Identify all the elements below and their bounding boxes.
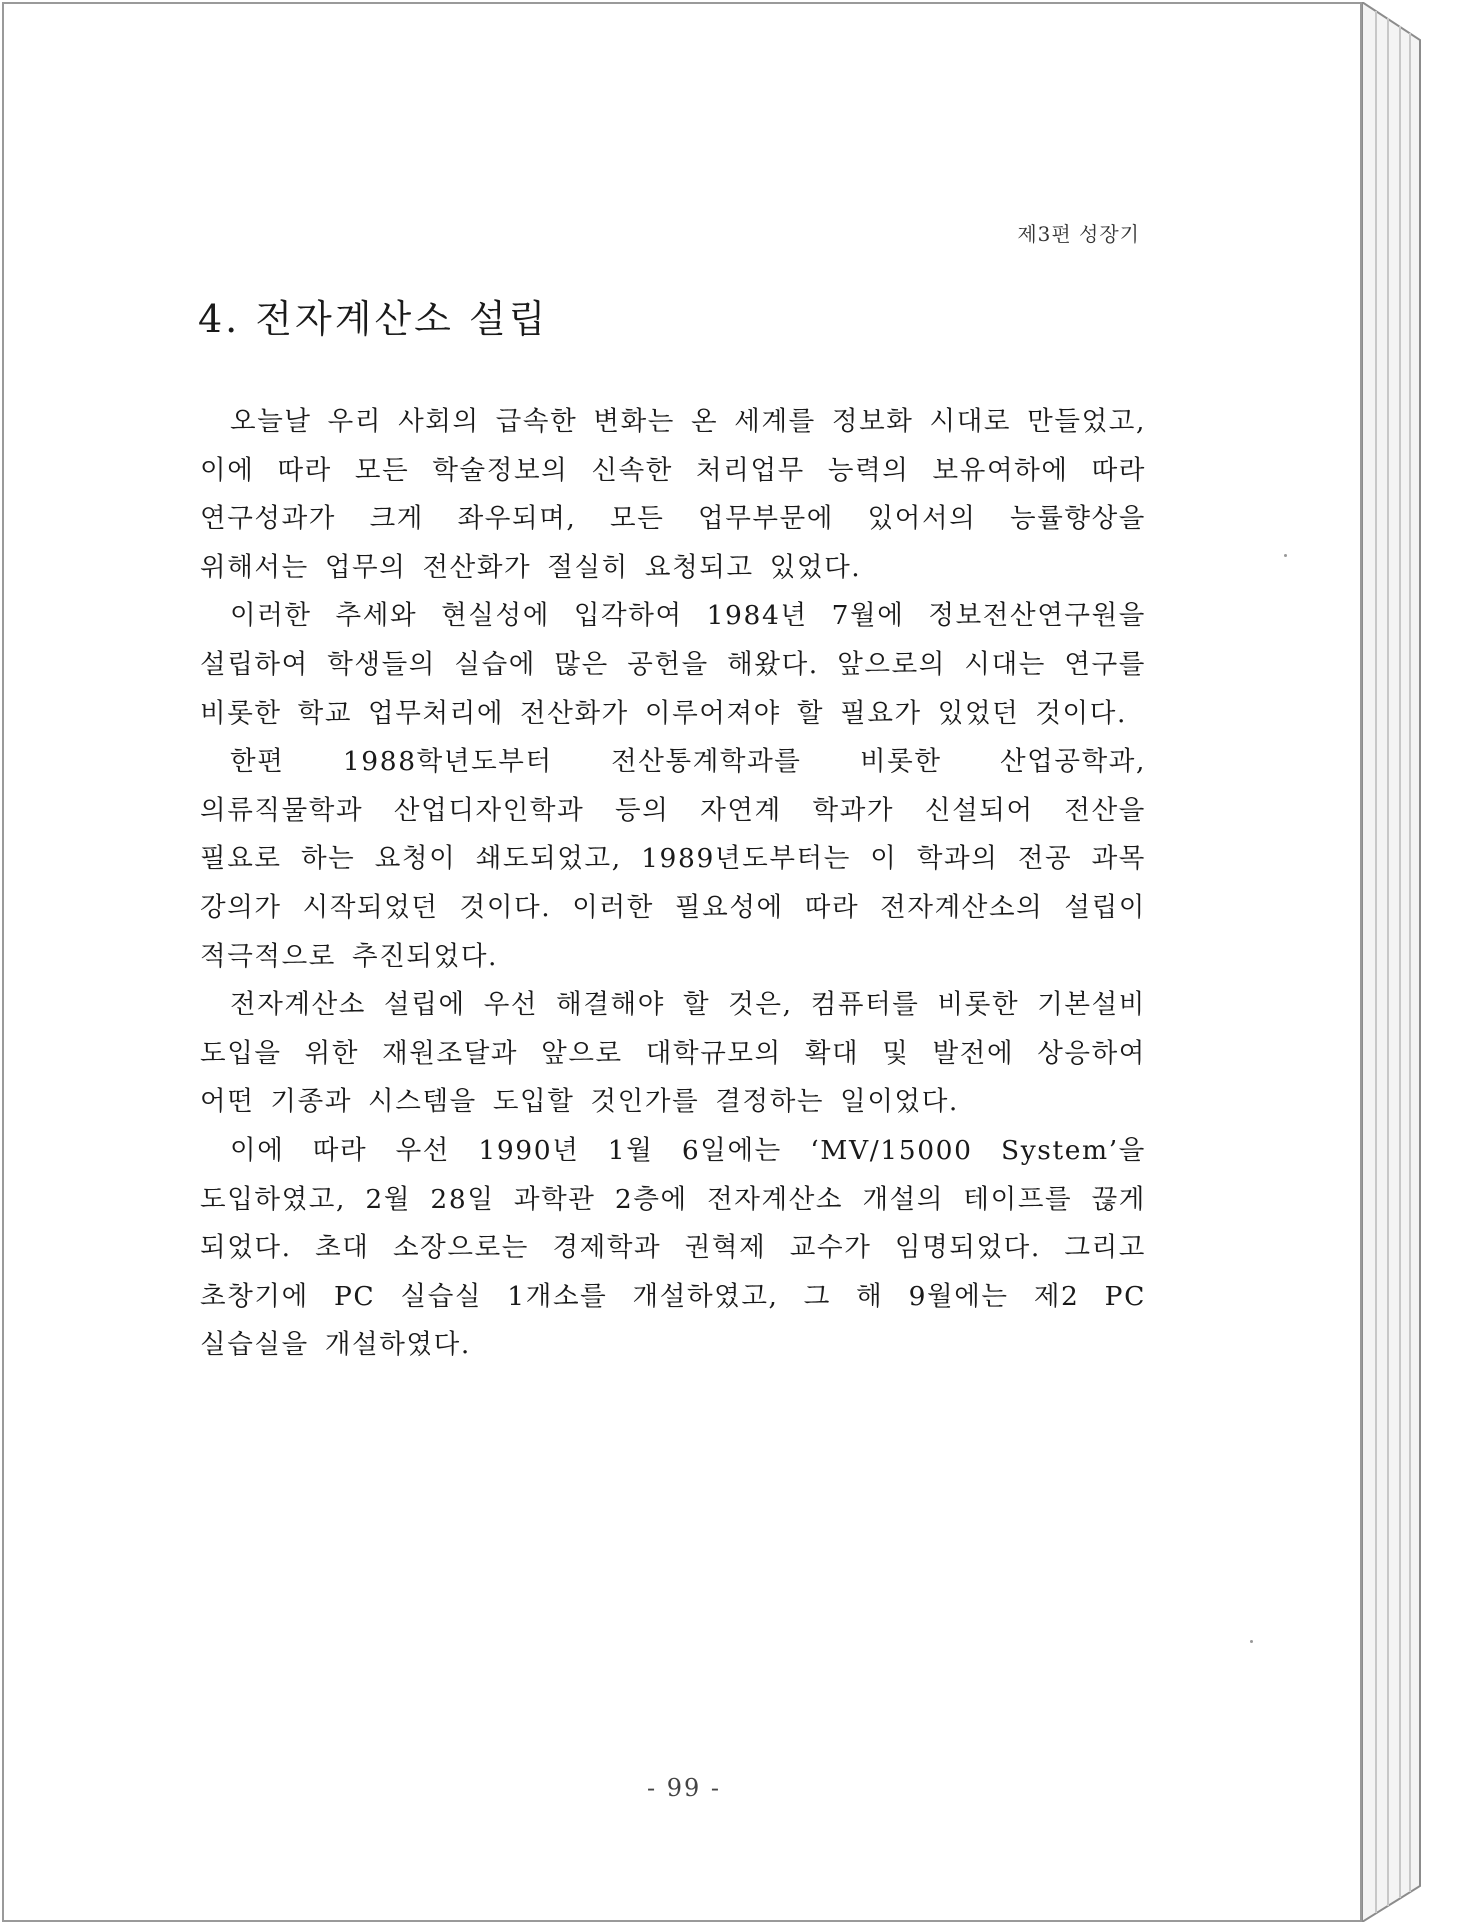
paragraph: 이러한 추세와 현실성에 입각하여 1984년 7월에 정보전산연구원을 설립하여 학생들의 실습에 많은 공헌을 해왔다. 앞으로의 시대는 연구를 비롯한 학교 업무처리에 전산화가 이루어져야 할 필요가 있었던 것이다.: [200, 600, 1146, 729]
scan-speck: [1250, 1640, 1253, 1643]
page-stack-edge: [1362, 2, 1434, 1922]
scan-speck: [1284, 554, 1287, 557]
paragraph: 이에 따라 우선 1990년 1월 6일에는 ‘MV/15000 System’을 도입하였고, 2월 28일 과학관 2층에 전자계산소 개설의 테이프를 끊게 되었다. 초대 소장으로는 경제학과 권혁제 교수가 임명되었다. 그리고 초창기에 PC 실습실 1개소를 개설하였고, 그 해 9월에는 제2 PC 실습실을 개설하였다.: [200, 1134, 1146, 1361]
body-text: [200, 398, 1146, 1370]
running-header: 제3편 성장기: [1017, 222, 1140, 246]
section-title: 4. 전자계산소 설립: [198, 297, 549, 341]
page-number: - 99 -: [646, 1774, 721, 1802]
paragraph: 오늘날 우리 사회의 급속한 변화는 온 세계를 정보화 시대로 만들었고, 이에 따라 모든 학술정보의 신속한 처리업무 능력의 보유여하에 따라 연구성과가 크게 좌우되며, 모든 업무부문에 있어서의 능률향상을 위해서는 업무의 전산화가 절실히 요청되고 있었다.: [200, 406, 1146, 583]
paragraph: 전자계산소 설립에 우선 해결해야 할 것은, 컴퓨터를 비롯한 기본설비 도입을 위한 재원조달과 앞으로 대학규모의 확대 및 발전에 상응하여 어떤 기종과 시스템을 도입할 것인가를 결정하는 일이었다.: [200, 989, 1146, 1118]
document-page: [2, 2, 1362, 1922]
paragraph: 한편 1988학년도부터 전산통계학과를 비롯한 산업공학과, 의류직물학과 산업디자인학과 등의 자연계 학과가 신설되어 전산을 필요로 하는 요청이 쇄도되었고, 1989년도부터는 이 학과의 전공 과목 강의가 시작되었던 것이다. 이러한 필요성에 따라 전자계산소의 설립이 적극적으로 추진되었다.: [200, 746, 1146, 972]
